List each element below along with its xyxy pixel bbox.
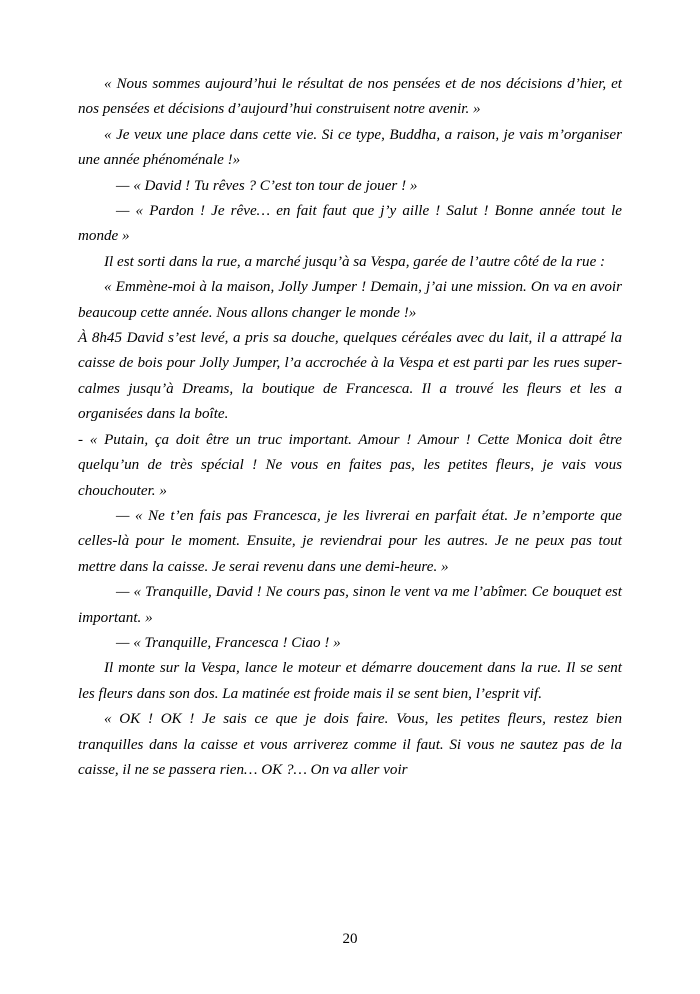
paragraph: « OK ! OK ! Je sais ce que je dois faire. Vous, les petites fleurs, restez bien tranquilles dans la caisse et vous arriverez comme il faut. Si vous ne sautez pas de la caisse, il ne se passera rien… OK ?… On va aller voir bbox=[78, 711, 622, 778]
paragraph: « Je veux une place dans cette vie. Si ce type, Buddha, a raison, je vais m’organiser une année phénoménale !» bbox=[78, 126, 622, 169]
body-text bbox=[78, 72, 622, 783]
paragraph: Il est sorti dans la rue, a marché jusqu’à sa Vespa, garée de l’autre côté de la rue : bbox=[104, 253, 606, 270]
paragraph: Il monte sur la Vespa, lance le moteur et démarre doucement dans la rue. Il se sent les fleurs dans son dos. La matinée est froide mais il se sent bien, l’esprit vif. bbox=[78, 660, 622, 702]
page-number: 20 bbox=[342, 931, 358, 947]
paragraph: — « Pardon ! Je rêve… en fait faut que j’y aille ! Salut ! Bonne année tout le monde » bbox=[78, 203, 622, 245]
paragraph: « Emmène-moi à la maison, Jolly Jumper ! Demain, j’ai une mission. On va en avoir beaucoup cette année. Nous allons changer le monde !» bbox=[78, 279, 622, 321]
paragraph: À 8h45 David s’est levé, a pris sa douche, quelques céréales avec du lait, il a attrapé la caisse de bois pour Jolly Jumper, l’a accrochée à la Vespa et est parti par les rues super-calmes jusqu’à Dreams, la boutique de Francesca. Il a trouvé les fleurs et les a organisées dans la boîte. bbox=[78, 330, 622, 423]
paragraph: — « Tranquille, David ! Ne cours pas, sinon le vent va me l’abîmer. Ce bouquet est important. » bbox=[78, 584, 622, 626]
paragraph: — « Tranquille, Francesca ! Ciao ! » bbox=[116, 634, 341, 651]
paragraph: - « Putain, ça doit être un truc important. Amour ! Amour ! Cette Monica doit être quelqu’un de très spécial ! Ne vous en faites pas, les petites fleurs, je vais vous chouchouter. » bbox=[78, 431, 622, 499]
paragraph: — « Ne t’en fais pas Francesca, je les livrerai en parfait état. Je n’emporte que celles-là pour le moment. Ensuite, je reviendrai pour les autres. Je ne peux pas tout mettre dans la caisse. Je serai revenu dans une demi-heure. » bbox=[78, 507, 622, 575]
paragraph: « Nous sommes aujourd’hui le résultat de nos pensées et de nos décisions d’hier, et nos pensées et décisions d’aujourd’hui construisent notre avenir. » bbox=[78, 76, 622, 118]
paragraph: — « David ! Tu rêves ? C’est ton tour de jouer ! » bbox=[116, 177, 418, 194]
